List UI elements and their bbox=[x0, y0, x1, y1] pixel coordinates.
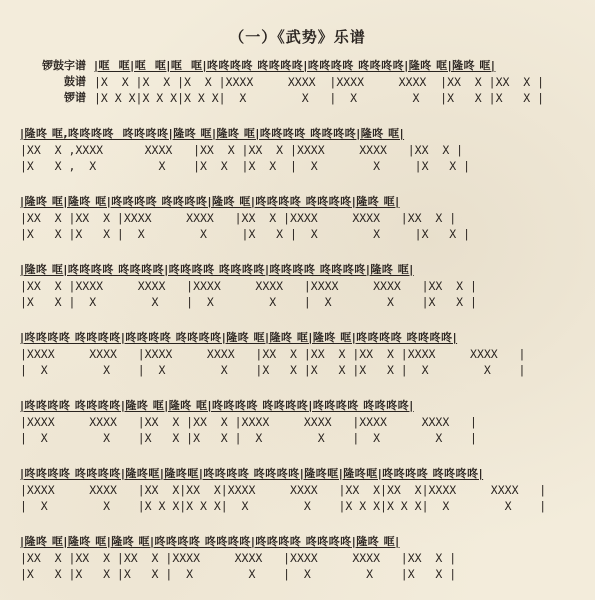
gong-line: |X X |X X |X X | X X | X X |X X | bbox=[20, 567, 457, 581]
gongdrum-line: |隆咚 哐|咚咚咚咚 咚咚咚咚|咚咚咚咚 咚咚咚咚|咚咚咚咚 咚咚咚咚|隆咚 哐| bbox=[20, 263, 414, 276]
drum-line: |XXXX XXXX |XX X|XX X|XXXX XXXX |XX X|XX X|XXXX XXXX | bbox=[20, 483, 547, 497]
gong-line: |X X |X X | X X |X X | X X |X X | bbox=[20, 227, 471, 241]
gongdrum-line: |隆咚 哐|隆咚 哐|隆咚 哐|咚咚咚咚 咚咚咚咚|咚咚咚咚 咚咚咚咚|隆咚 哐| bbox=[20, 535, 400, 548]
drum-line: |XX X ,XXXX XXXX |XX X |XX X |XXXX XXXX |XX X | bbox=[20, 143, 464, 157]
row-label-gongdrum: 锣鼓字谱 bbox=[42, 59, 86, 72]
drum-line: |X X |X X |X X |XXXX XXXX |XXXX XXXX |XX X |XX X | bbox=[94, 75, 545, 89]
drum-line: |XXXX XXXX |XX X |XX X |XXXX XXXX |XXXX XXXX | bbox=[20, 415, 477, 429]
gong-line: | X X | X X |X X |X X |X X | X X | bbox=[20, 363, 526, 377]
score-title: （一）《武势》乐谱 bbox=[229, 28, 366, 46]
gongdrum-line: |哐 哐|哐 哐|哐 哐|咚咚咚咚 咚咚咚咚|咚咚咚咚 咚咚咚咚|隆咚 哐|隆咚 哐| bbox=[94, 59, 496, 72]
row-label-gong: 锣谱 bbox=[64, 91, 86, 104]
gong-line: | X X |X X X|X X X| X X |X X X|X X X| X X | bbox=[20, 499, 547, 513]
drum-line: |XXXX XXXX |XXXX XXXX |XX X |XX X |XX X |XXXX XXXX | bbox=[20, 347, 526, 361]
gong-line: | X X |X X |X X | X X | X X | bbox=[20, 431, 477, 445]
drum-line: |XX X |XXXX XXXX |XXXX XXXX |XXXX XXXX |XX X | bbox=[20, 279, 477, 293]
gongdrum-line: |隆咚 哐,咚咚咚咚 咚咚咚咚|隆咚 哐|隆咚 哐|咚咚咚咚 咚咚咚咚|隆咚 哐| bbox=[20, 127, 405, 140]
gongdrum-line: |咚咚咚咚 咚咚咚咚|咚咚咚咚 咚咚咚咚|隆咚 哐|隆咚 哐|隆咚 哐|咚咚咚咚 咚咚咚咚| bbox=[20, 331, 458, 344]
gongdrum-line: |隆咚 哐|隆咚 哐|咚咚咚咚 咚咚咚咚|隆咚 哐|咚咚咚咚 咚咚咚咚|隆咚 哐| bbox=[20, 195, 400, 208]
gong-line: |X X | X X | X X | X X |X X | bbox=[20, 295, 477, 309]
row-labels bbox=[20, 58, 90, 106]
gong-line: |X X X|X X X|X X X| X X | X X |X X |X X | bbox=[94, 91, 545, 105]
drum-line: |XX X |XX X |XXXX XXXX |XX X |XXXX XXXX |XX X | bbox=[20, 211, 457, 225]
row-label-drum: 鼓谱 bbox=[64, 75, 86, 88]
gongdrum-line: |咚咚咚咚 咚咚咚咚|隆咚 哐|隆咚 哐|咚咚咚咚 咚咚咚咚|咚咚咚咚 咚咚咚咚| bbox=[20, 399, 414, 412]
gongdrum-line: |咚咚咚咚 咚咚咚咚|隆咚哐|隆咚哐|咚咚咚咚 咚咚咚咚|隆咚哐|隆咚哐|咚咚咚咚 咚咚咚咚| bbox=[20, 467, 484, 480]
drum-line: |XX X |XX X |XX X |XXXX XXXX |XXXX XXXX |XX X | bbox=[20, 551, 457, 565]
gong-line: |X X , X X |X X |X X | X X |X X | bbox=[20, 159, 471, 173]
